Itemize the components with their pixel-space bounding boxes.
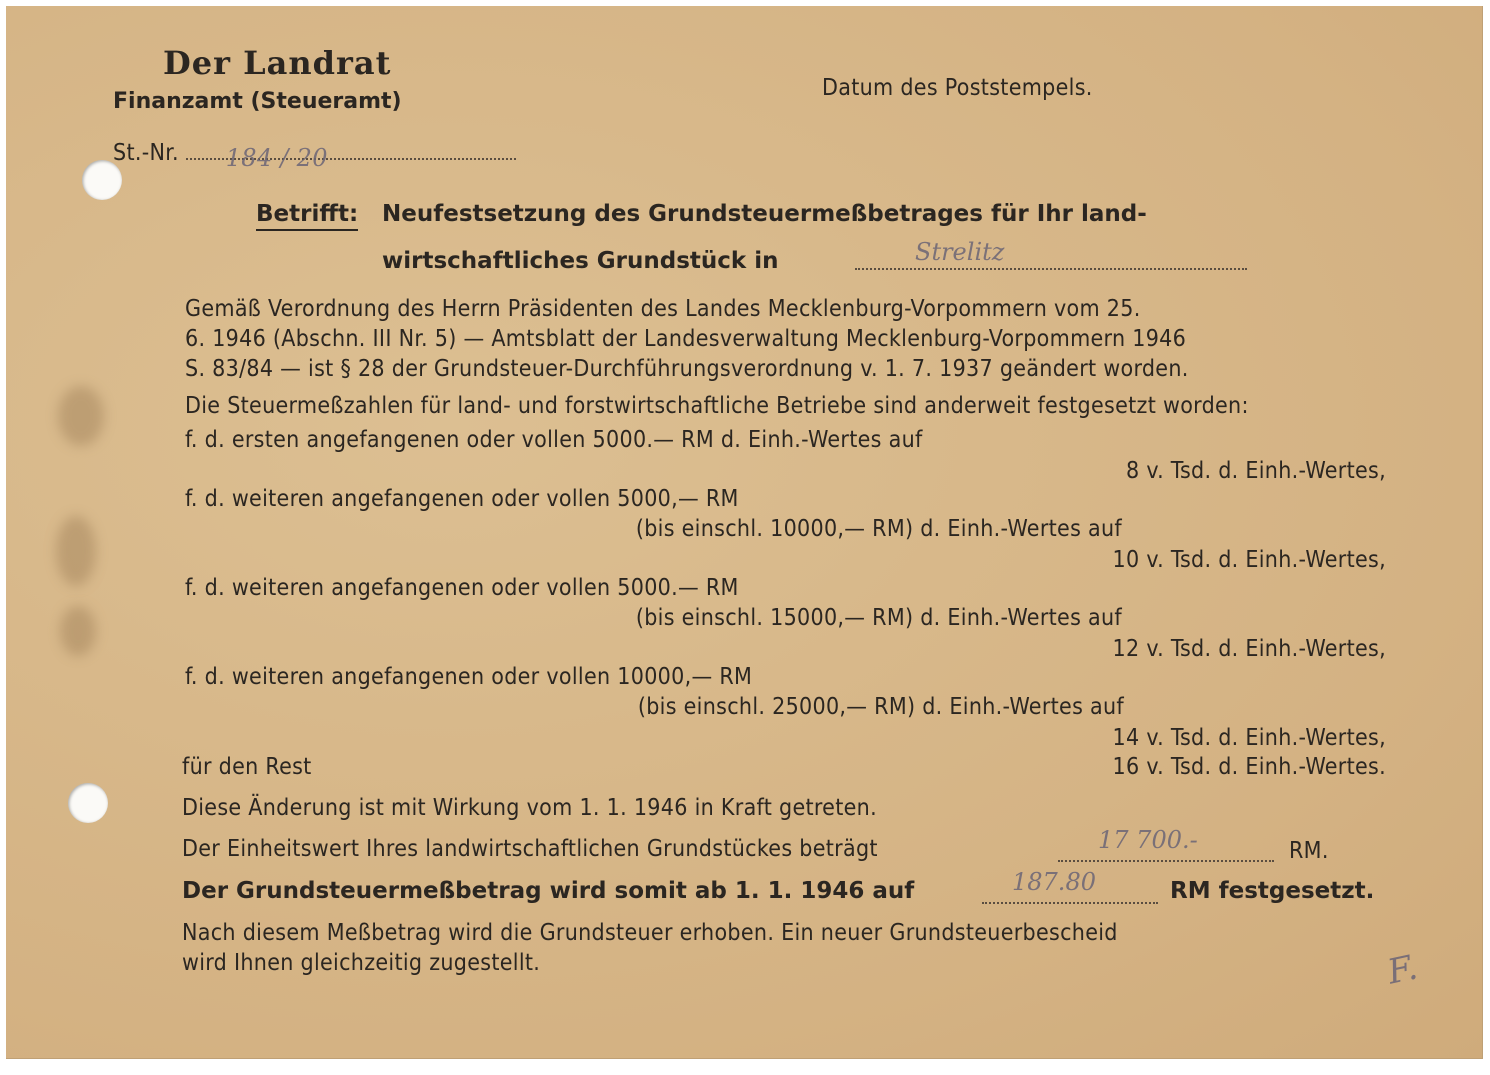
subject-line-1: Neufestsetzung des Grundsteuermeßbetrages für Ihr land-: [382, 201, 1147, 227]
body-line: S. 83/84 — ist § 28 der Grundsteuer-Durchführungsverordnung v. 1. 7. 1937 geändert worden.: [185, 356, 1189, 382]
rate-row-3-range: (bis einschl. 15000,— RM) d. Einh.-Wertes auf: [635, 605, 1122, 631]
tax-number-field: [186, 144, 516, 172]
subject-line-2: wirtschaftliches Grundstück in: [382, 248, 779, 274]
rate-row-5-value: 16 v. Tsd. d. Einh.-Wertes.: [1112, 754, 1386, 780]
rate-row-2-range: (bis einschl. 10000,— RM) d. Einh.-Wertes auf: [635, 516, 1122, 542]
rate-row-1-value: 8 v. Tsd. d. Einh.-Wertes,: [1125, 458, 1386, 484]
rate-row-1: f. d. ersten angefangenen oder vollen 5000.— RM d. Einh.-Wertes auf: [185, 427, 923, 453]
authority-title: Der Landrat: [163, 44, 392, 82]
body-line: Die Steuermeßzahlen für land- und forstwirtschaftliche Betriebe sind anderweit festgesetzt worden:: [185, 393, 1249, 419]
unit-value-field: [1058, 826, 1274, 864]
tax-number-row: [113, 140, 516, 172]
rate-row-2-value: 10 v. Tsd. d. Einh.-Wertes,: [1112, 547, 1386, 573]
date-note: Datum des Poststempels.: [822, 75, 1093, 101]
tax-number-label: St.-Nr.: [113, 140, 179, 166]
punch-hole-bottom: [68, 783, 108, 823]
rate-row-3-value: 12 v. Tsd. d. Einh.-Wertes,: [1112, 636, 1386, 662]
handwritten-initial: F.: [1384, 947, 1421, 993]
unit-value-unit: RM.: [1289, 838, 1329, 864]
body-line: Gemäß Verordnung des Herrn Präsidenten des Landes Mecklenburg-Vorpommern vom 25.: [185, 296, 1141, 322]
effective-date-text: Diese Änderung ist mit Wirkung vom 1. 1. 1946 in Kraft getreten.: [182, 795, 877, 821]
rate-row-4: f. d. weiteren angefangenen oder vollen 10000,— RM: [185, 664, 753, 690]
subject-label: Betrifft:: [256, 201, 358, 231]
amount-label: Der Grundsteuermeßbetrag wird somit ab 1. 1. 1946 auf: [182, 878, 915, 904]
location-handwritten: Strelitz: [915, 238, 1005, 266]
office-name: Finanzamt (Steueramt): [113, 89, 402, 114]
stain: [60, 606, 96, 656]
location-field: [855, 238, 1247, 270]
stain: [58, 386, 104, 446]
unit-value-label: Der Einheitswert Ihres landwirtschaftlichen Grundstückes beträgt: [182, 836, 878, 862]
amount-handwritten: 187.80: [1012, 868, 1096, 896]
punch-hole-top: [82, 160, 122, 200]
unit-value-handwritten: 17 700.-: [1098, 826, 1198, 854]
closing-line: wird Ihnen gleichzeitig zugestellt.: [182, 950, 541, 976]
closing-line: Nach diesem Meßbetrag wird die Grundsteuer erhoben. Ein neuer Grundsteuerbescheid: [182, 920, 1118, 946]
rate-row-4-value: 14 v. Tsd. d. Einh.-Wertes,: [1112, 725, 1386, 751]
rate-row-5: für den Rest: [182, 754, 312, 780]
body-line: 6. 1946 (Abschn. III Nr. 5) — Amtsblatt der Landesverwaltung Mecklenburg-Vorpommern 1946: [185, 326, 1187, 352]
rate-row-4-range: (bis einschl. 25000,— RM) d. Einh.-Wertes auf: [637, 694, 1124, 720]
amount-unit: RM festgesetzt.: [1170, 878, 1375, 904]
rate-row-3: f. d. weiteren angefangenen oder vollen 5000.— RM: [185, 575, 739, 601]
rate-row-2: f. d. weiteren angefangenen oder vollen 5000,— RM: [185, 486, 739, 512]
amount-field: [982, 868, 1158, 906]
tax-number-handwritten: 184 / 20: [225, 144, 328, 172]
stain: [56, 516, 96, 586]
